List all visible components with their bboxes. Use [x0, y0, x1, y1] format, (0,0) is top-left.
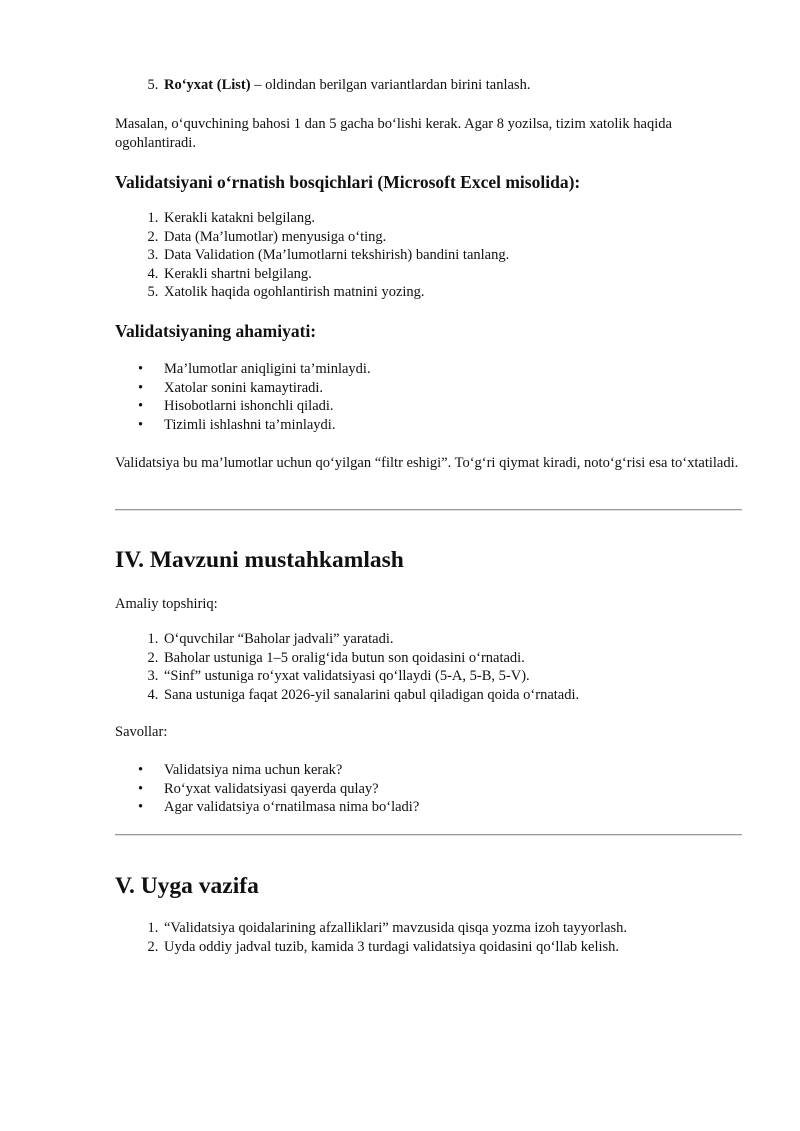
list-item: 4. Sana ustuniga faqat 2026-yil sanalarini qabul qiladigan qoida o‘rnatadi. — [162, 686, 746, 705]
list-item — [162, 76, 746, 95]
list-item: 2. Uyda oddiy jadval tuzib, kamida 3 turdagi validatsiya qoidasini qo‘llab kelish. — [162, 938, 746, 957]
list-item: 3. Data Validation (Ma’lumotlarni tekshirish) bandini tanlang. — [162, 246, 746, 265]
list-item: • Ma’lumotlar aniqligini ta’minlaydi. — [162, 360, 746, 379]
section-4-title: IV. Mavzuni mustahkamlash — [115, 547, 404, 573]
importance-list — [116, 360, 746, 434]
list-item: 1. Kerakli katakni belgilang. — [162, 209, 746, 228]
homework-list — [116, 919, 746, 956]
section-5-title: V. Uyga vazifa — [115, 873, 259, 899]
horizontal-rule — [115, 834, 742, 836]
practical-task-label: Amaliy topshiriq: — [115, 596, 218, 612]
list-item: • Agar validatsiya o‘rnatilmasa nima bo‘ladi? — [162, 798, 746, 817]
list-item-term: Ro‘yxat (List) — [164, 77, 251, 93]
filter-paragraph: Validatsiya bu ma’lumotlar uchun qo‘yilgan “filtr eshigi”. To‘g‘ri qiymat kiradi, noto‘g‘risi esa to‘xtatiladi. — [115, 455, 739, 471]
list-item: • Xatolar sonini kamaytiradi. — [162, 379, 746, 398]
list-item: 1. “Validatsiya qoidalarining afzalliklari” mavzusida qisqa yozma izoh tayyorlash. — [162, 919, 746, 938]
importance-heading: Validatsiyaning ahamiyati: — [115, 321, 317, 341]
questions-list — [116, 761, 746, 817]
practical-tasks-list — [116, 630, 746, 704]
validation-types-list — [116, 76, 746, 95]
list-item: 2. Baholar ustuniga 1–5 oralig‘ida butun son qoidasini o‘rnatadi. — [162, 649, 746, 668]
questions-label: Savollar: — [115, 724, 168, 740]
list-item: • Validatsiya nima uchun kerak? — [162, 761, 746, 780]
list-item-text: – oldindan berilgan variantlardan birini tanlash. — [250, 77, 531, 93]
list-item: 4. Kerakli shartni belgilang. — [162, 265, 746, 284]
list-item: 2. Data (Ma’lumotlar) menyusiga o‘ting. — [162, 228, 746, 247]
list-item: 3. “Sinf” ustuniga ro‘yxat validatsiyasi qo‘llaydi (5-A, 5-B, 5-V). — [162, 667, 746, 686]
list-item: 1. O‘quvchilar “Baholar jadvali” yaratadi. — [162, 630, 746, 649]
steps-list — [116, 209, 746, 302]
horizontal-rule — [115, 509, 742, 511]
list-item: • Ro‘yxat validatsiyasi qayerda qulay? — [162, 780, 746, 799]
list-item: • Hisobotlarni ishonchli qiladi. — [162, 397, 746, 416]
list-item: 5. Xatolik haqida ogohlantirish matnini yozing. — [162, 283, 746, 302]
steps-heading: Validatsiyani o‘rnatish bosqichlari (Microsoft Excel misolida): — [115, 172, 581, 192]
list-item: • Tizimli ishlashni ta’minlaydi. — [162, 416, 746, 435]
example-paragraph: Masalan, o‘quvchining bahosi 1 dan 5 gacha bo‘lishi kerak. Agar 8 yozilsa, tizim xatolik haqida ogohlantiradi. — [115, 116, 672, 151]
